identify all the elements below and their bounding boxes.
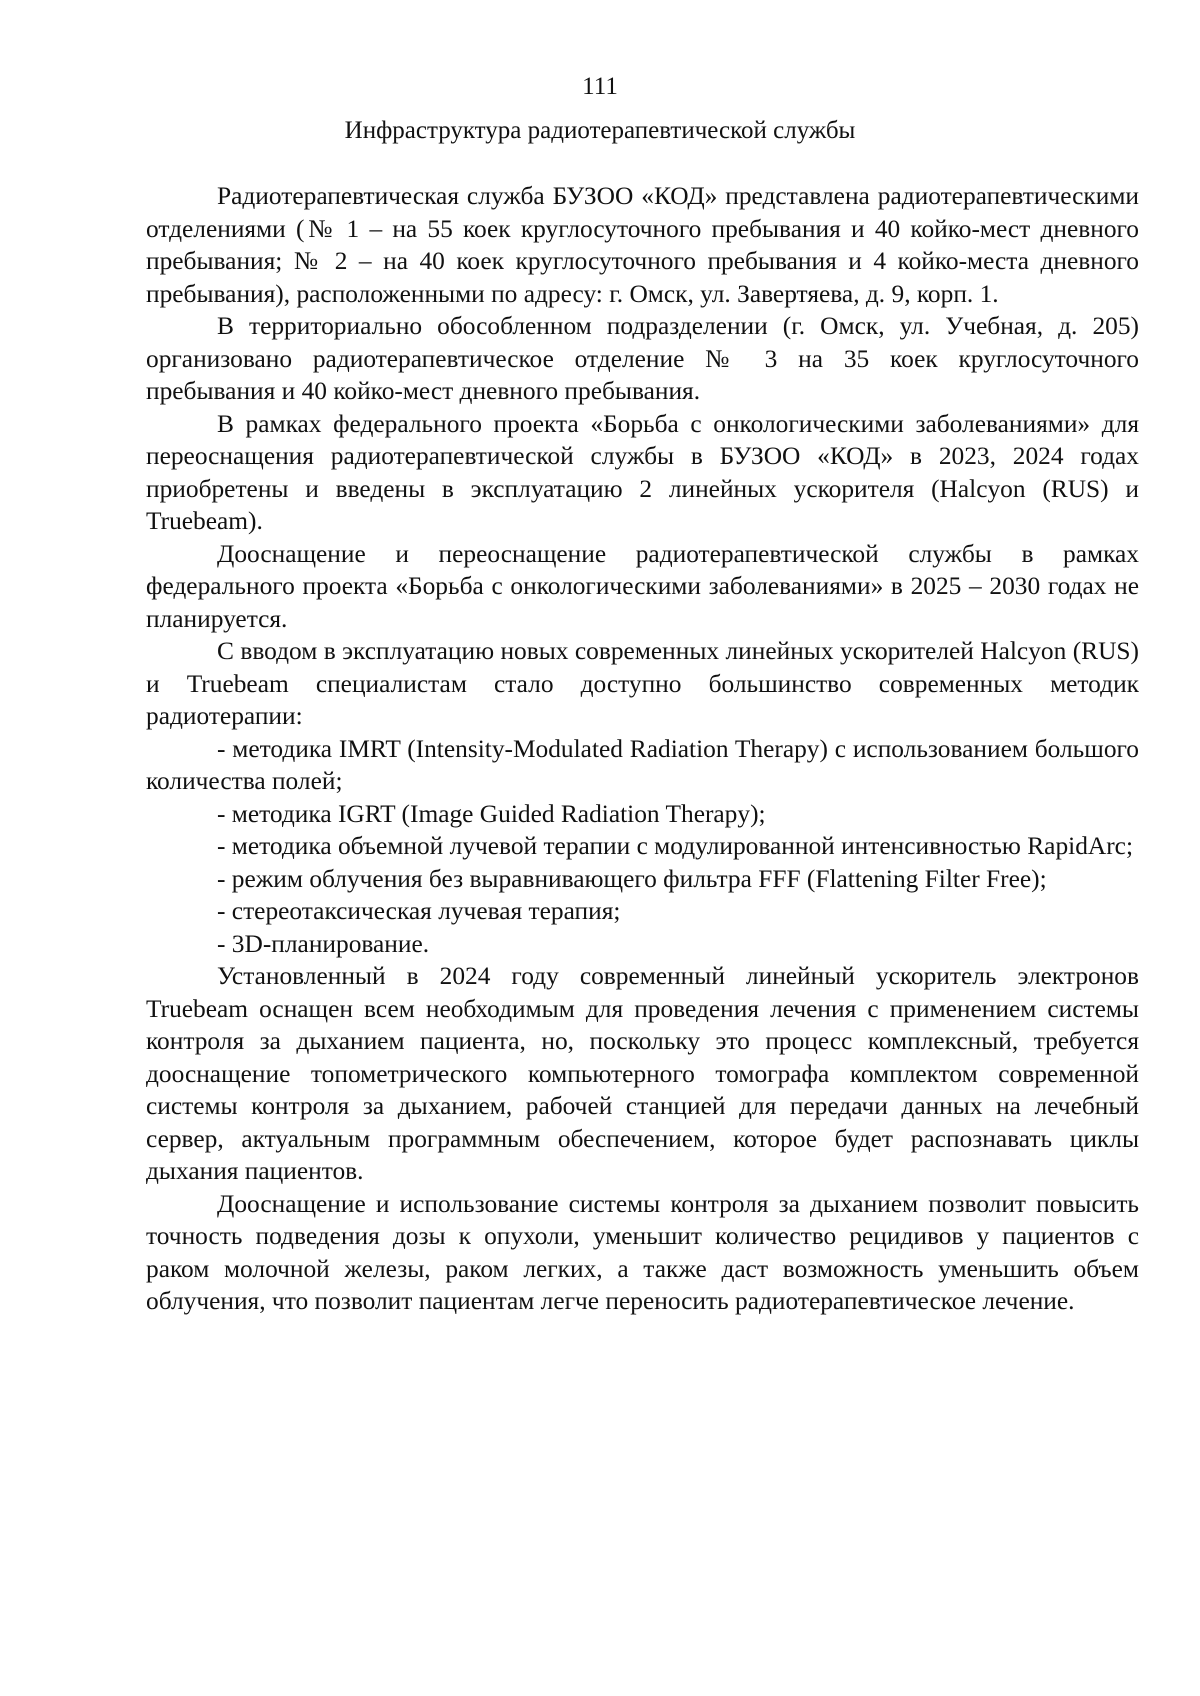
paragraph-federal-project: В рамках федерального проекта «Борьба с онкологическими заболеваниями» для переоснащения радиотерапевтической службы в БУЗОО «КОД» в 2023, 2024 годах приобретены и введены в эксплуатацию 2 линейных ускорителя (Halcyon (RUS) и Truebeam). — [146, 409, 1139, 535]
paragraph-breathing-control: Дооснащение и использование системы контроля за дыханием позволит повысить точность подведения дозы к опухоли, уменьшит количество рецидивов у пациентов с раком молочной железы, раком легких, а также даст возможность уменьшить объем облучения, что позволит пациентам легче переносить радиотерапевтическое лечение. — [146, 1189, 1139, 1315]
list-item-fff: - режим облучения без выравнивающего фильтра FFF (Flattening Filter Free); — [217, 864, 1047, 893]
list-item-rapidarc: - методика объемной лучевой терапии с модулированной интенсивностью RapidArc; — [217, 832, 1134, 860]
paragraph-truebeam: Установленный в 2024 году современный линейный ускоритель электронов Truebeam оснащен всем необходимым для проведения лечения с применением системы контроля за дыханием пациента, но, поскольку это процесс комплексный, требуется дооснащение топометрического компьютерного томографа комплектом современной системы контроля за дыханием, рабочей станцией для передачи данных на лечебный сервер, актуальным программным обеспечением, которое будет распознавать циклы дыхания пациентов. — [146, 962, 1139, 1185]
page-number: 111 — [582, 73, 618, 100]
paragraph-service-overview: Радиотерапевтическая служба БУЗОО «КОД» представлена радиотерапевтическими отделениями (№ 1 – на 55 коек круглосуточного пребывания и 40 койко-мест дневного пребывания; № 2 – на 40 коек круглосуточного пребывания и 4 койко-места дневного пребывания), расположенными по адресу: г. Омск, ул. Завертяева, д. 9, корп. 1. — [146, 182, 1139, 308]
list-item-stereotactic: - стереотаксическая лучевая терапия; — [217, 897, 621, 925]
list-item-igrt: - методика IGRT (Image Guided Radiation Therapy); — [217, 799, 766, 828]
page-title: Инфраструктура радиотерапевтической службы — [344, 117, 856, 144]
list-item-imrt: - методика IMRT (Intensity-Modulated Radiation Therapy) с использованием большого количества полей; — [146, 734, 1139, 795]
document-body — [146, 180, 1139, 1318]
list-item-3d-planning: - 3D-планирование. — [217, 929, 430, 958]
paragraph-department-3: В территориально обособленном подразделении (г. Омск, ул. Учебная, д. 205) организовано радиотерапевтическое отделение № 3 на 35 коек круглосуточного пребывания и 40 койко-мест дневного пребывания. — [146, 312, 1139, 405]
paragraph-methods-intro: С вводом в эксплуатацию новых современных линейных ускорителей Halcyon (RUS) и Truebeam специалистам стало доступно большинство современных методик радиотерапии: — [146, 637, 1139, 730]
paragraph-no-reequipment: Дооснащение и переоснащение радиотерапевтической службы в рамках федерального проекта «Борьба с онкологическими заболеваниями» в 2025 – 2030 годах не планируется. — [146, 539, 1139, 633]
